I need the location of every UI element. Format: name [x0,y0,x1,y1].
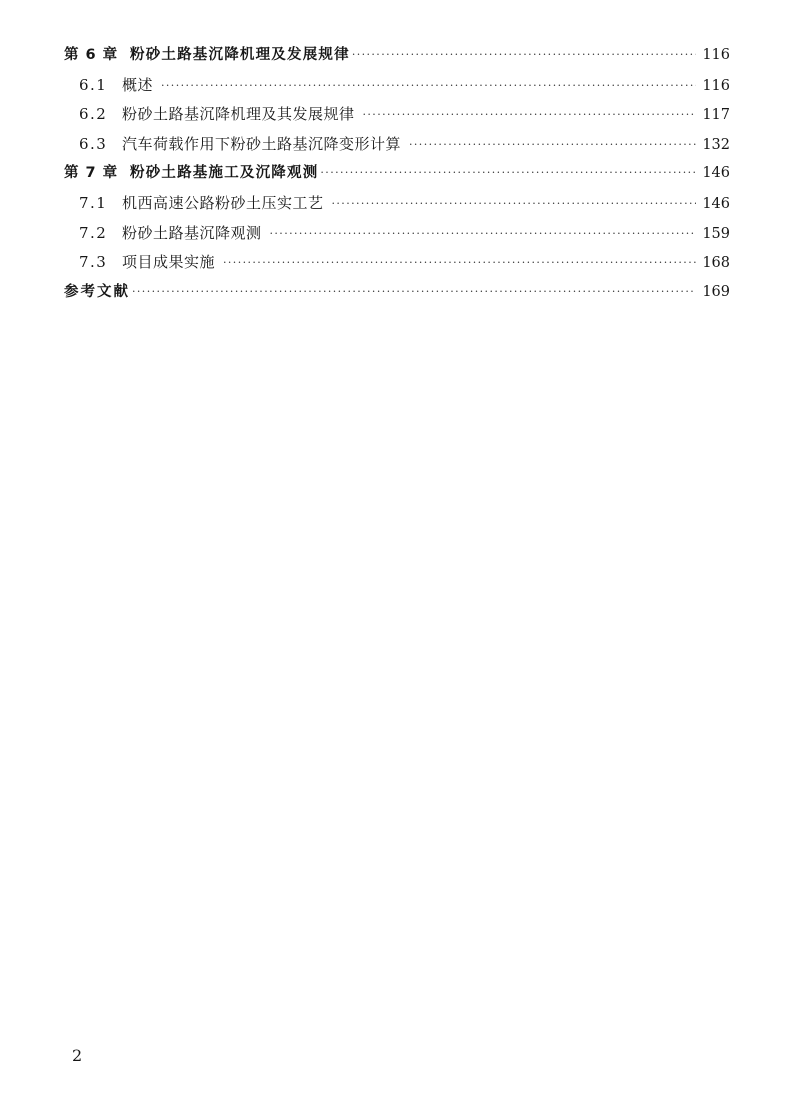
toc-entry-references[interactable] [64,278,730,308]
table-of-contents [64,41,730,307]
toc-entry-chapter-6[interactable] [64,41,730,71]
toc-entry-section-6-3[interactable] [64,130,730,160]
dot-leader [270,219,696,249]
dot-leader [363,100,696,130]
dot-leader [352,40,696,70]
toc-entry-section-7-3[interactable] [64,248,730,278]
toc-entry-number: 6.1 [79,75,108,94]
toc-entry-page: 132 [702,136,730,153]
toc-entry-number: 7.2 [79,223,108,242]
dot-leader [132,277,696,307]
toc-entry-page: 117 [702,107,730,124]
toc-entry-title: 项目成果实施 [122,253,216,272]
toc-entry-title: 汽车荷载作用下粉砂土路基沉降变形计算 [122,134,402,153]
toc-entry-section-6-2[interactable] [64,100,730,130]
toc-entry-title: 粉砂土路基沉降机理及发展规律 [130,47,350,63]
toc-entry-page: 169 [702,283,730,300]
toc-entry-title: 参考文献 [64,283,130,300]
toc-entry-title: 概述 [122,75,154,94]
toc-entry-chapter-7[interactable] [64,159,730,189]
toc-entry-number: 第 6 章 [64,47,119,63]
dot-leader [223,248,696,278]
toc-entry-title: 机西高速公路粉砂土压实工艺 [122,193,324,212]
toc-entry-page: 146 [702,165,730,182]
toc-entry-page: 116 [702,77,730,94]
toc-entry-number: 6.3 [79,134,108,153]
toc-entry-section-7-1[interactable] [64,189,730,219]
toc-entry-section-7-2[interactable] [64,219,730,249]
dot-leader [161,71,696,101]
toc-entry-section-6-1[interactable] [64,71,730,101]
dot-leader [409,130,696,160]
toc-entry-page: 159 [702,225,730,242]
toc-entry-page: 146 [702,195,730,212]
toc-entry-number: 7.1 [79,193,108,212]
toc-entry-title: 粉砂土路基施工及沉降观测 [130,165,319,182]
dot-leader [320,158,696,188]
toc-entry-title: 粉砂土路基沉降机理及其发展规律 [122,105,355,124]
toc-entry-number: 7.3 [79,253,108,272]
toc-entry-page: 168 [702,255,730,272]
toc-entry-page: 116 [702,47,730,63]
dot-leader [332,189,696,219]
page-number: 2 [72,1046,83,1065]
toc-entry-number: 6.2 [79,105,108,124]
toc-entry-title: 粉砂土路基沉降观测 [122,223,262,242]
toc-entry-number: 第 7 章 [64,165,119,182]
